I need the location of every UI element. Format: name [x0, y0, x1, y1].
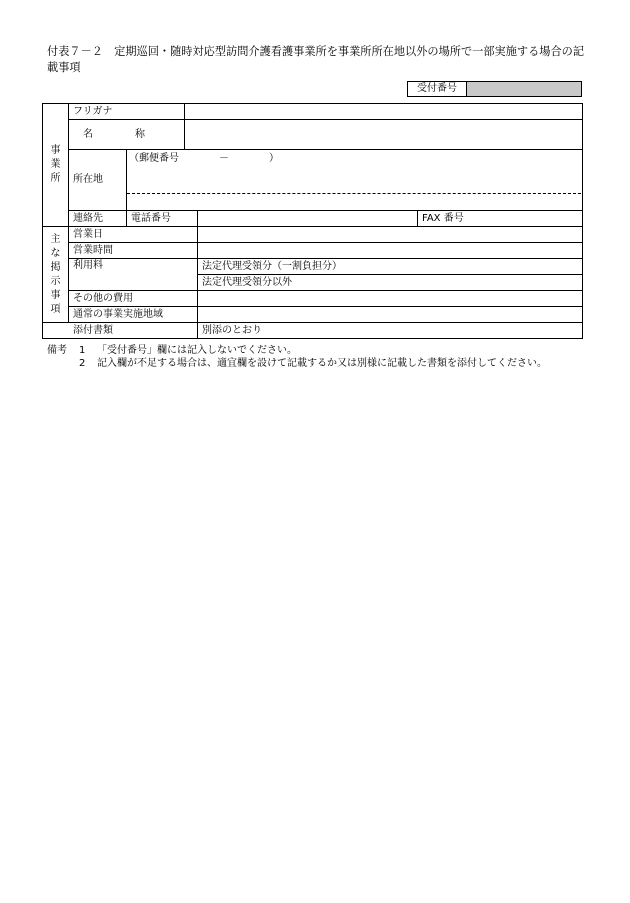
service-area-field[interactable] — [198, 307, 583, 323]
office-section-header: 事 業 所 — [43, 104, 69, 227]
address-divider — [127, 193, 583, 194]
main-items-section-header: 主 な 掲 示 事 項 — [43, 227, 69, 323]
name-field[interactable] — [185, 120, 583, 150]
receipt-number-box — [407, 81, 582, 97]
furigana-label: フリガナ — [69, 104, 185, 120]
fee-statutory-label: 法定代理受領分（一割負担分） — [198, 259, 583, 275]
name-label: 名 称 — [69, 120, 185, 150]
fee-label: 利用料 — [69, 259, 198, 291]
note-number: 1 — [79, 345, 86, 356]
other-costs-label: その他の費用 — [69, 291, 198, 307]
other-costs-field[interactable] — [198, 291, 583, 307]
phone-field[interactable] — [198, 211, 418, 227]
notes-section — [47, 344, 587, 370]
business-hours-label: 営業時間 — [69, 243, 198, 259]
business-days-label: 営業日 — [69, 227, 198, 243]
furigana-field[interactable] — [185, 104, 583, 120]
note-text: 「受付番号」欄には記入しないでください。 — [97, 345, 297, 356]
fee-nonstatutory-label: 法定代理受領分以外 — [198, 275, 583, 291]
address-label: 所在地 — [69, 150, 127, 211]
note-number: 2 — [79, 358, 86, 369]
document-title: 付表７－２ 定期巡回・随時対応型訪問介護看護事業所を事業所所在地以外の場所で一部実施する場合の記載事項 — [47, 45, 585, 74]
service-area-label: 通常の事業実施地域 — [69, 307, 198, 323]
attachment-label: 添付書類 — [43, 323, 198, 339]
fax-label: FAX 番号 — [418, 211, 583, 227]
business-hours-field[interactable] — [198, 243, 583, 259]
postal-code-label: （郵便番号 － ） — [129, 153, 279, 164]
receipt-number-label: 受付番号 — [408, 82, 467, 96]
business-days-field[interactable] — [198, 227, 583, 243]
note-text: 記入欄が不足する場合は、適宜欄を設けて記載するか又は別様に記載した書類を添付してください。 — [97, 358, 547, 369]
phone-label: 電話番号 — [127, 211, 198, 227]
notes-heading: 備考 — [47, 345, 67, 356]
address-field[interactable] — [127, 150, 583, 211]
contact-label: 連絡先 — [69, 211, 127, 227]
registration-form-table — [42, 103, 583, 339]
receipt-number-field[interactable] — [467, 82, 581, 96]
attachment-value: 別添のとおり — [198, 323, 583, 339]
